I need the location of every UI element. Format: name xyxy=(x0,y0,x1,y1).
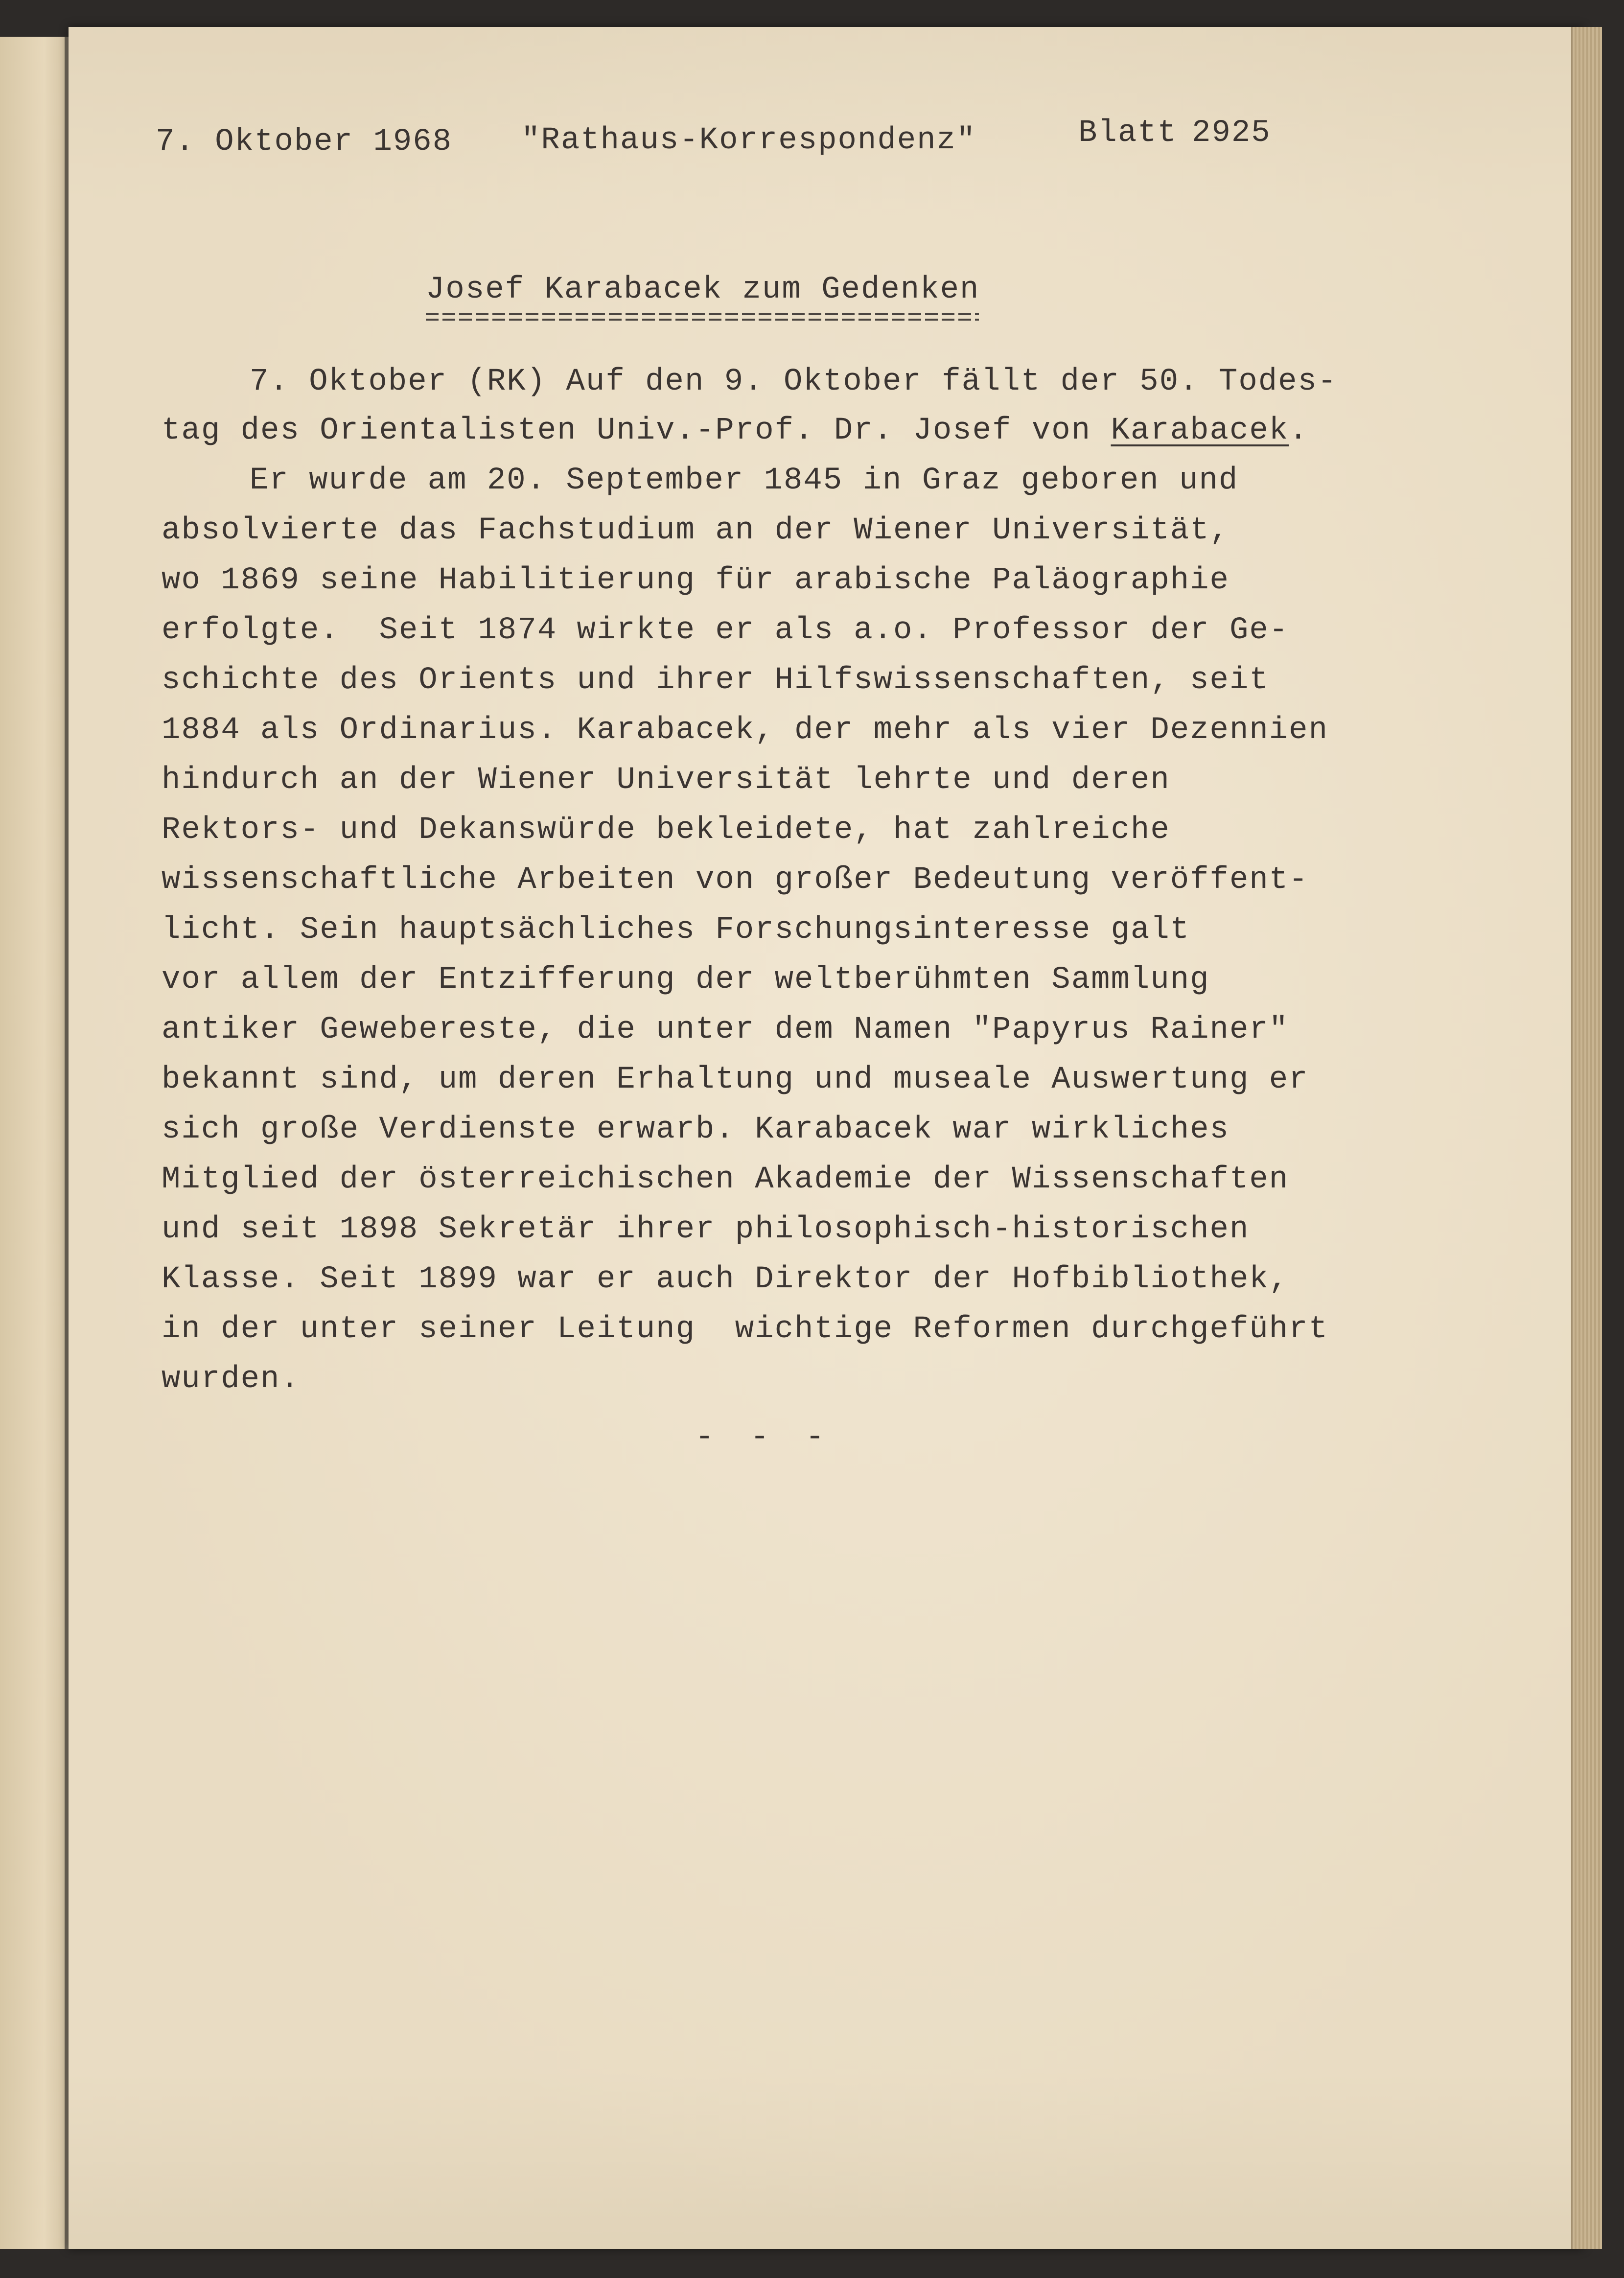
header-sheet xyxy=(1078,117,1271,149)
name-karabacek-underlined: Karabacek xyxy=(1111,413,1289,448)
header-date: 7. Oktober 1968 xyxy=(156,124,453,160)
header-publication: "Rathaus-Korrespondenz" xyxy=(521,123,976,158)
sheet-label: Blatt xyxy=(1078,116,1178,151)
body-line-11: wissenschaftliche Arbeiten von großer Bedeutung veröffent- xyxy=(162,862,1309,898)
sheet-number: 2925 xyxy=(1192,116,1271,151)
headline-double-rule xyxy=(426,313,979,321)
body-line-18: und seit 1898 Sekretär ihrer philosophisch-historischen xyxy=(162,1212,1250,1247)
body-line-7: schichte des Orients und ihrer Hilfswissenschaften, seit xyxy=(162,663,1269,698)
body-line-15: bekannt sind, um deren Erhaltung und museale Auswertung er xyxy=(162,1062,1309,1097)
body-line-17: Mitglied der österreichischen Akademie der Wissenschaften xyxy=(162,1162,1289,1197)
body-line-3: Er wurde am 20. September 1845 in Graz geboren und xyxy=(250,463,1239,498)
body-line-1: 7. Oktober (RK) Auf den 9. Oktober fällt der 50. Todes- xyxy=(250,364,1338,399)
body-line-21: wurden. xyxy=(162,1362,300,1397)
body-line-19: Klasse. Seit 1899 war er auch Direktor der Hofbibliothek, xyxy=(162,1262,1289,1297)
body-line-5: wo 1869 seine Habilitierung für arabische Paläographie xyxy=(162,563,1230,598)
body-line-12: licht. Sein hauptsächliches Forschungsinteresse galt xyxy=(162,912,1190,948)
body-line-2-period: . xyxy=(1289,413,1309,448)
page-stack-edge xyxy=(1571,27,1602,2249)
body-line-2 xyxy=(162,415,1309,446)
body-line-6: erfolgte. Seit 1874 wirkte er als a.o. Professor der Ge- xyxy=(162,613,1289,648)
body-line-20: in der unter seiner Leitung wichtige Reformen durchgeführt xyxy=(162,1312,1328,1347)
body-line-14: antiker Gewebereste, die unter dem Namen "Papyrus Rainer" xyxy=(162,1012,1289,1047)
body-line-8: 1884 als Ordinarius. Karabacek, der mehr als vier Dezennien xyxy=(162,713,1328,748)
closing-dashes: - - - xyxy=(695,1420,834,1455)
body-line-10: Rektors- und Dekanswürde bekleidete, hat zahlreiche xyxy=(162,813,1170,848)
article-headline: Josef Karabacek zum Gedenken xyxy=(426,272,980,307)
body-line-16: sich große Verdienste erwarb. Karabacek war wirkliches xyxy=(162,1112,1230,1147)
body-line-2-text: tag des Orientalisten Univ.-Prof. Dr. Josef von xyxy=(162,413,1091,448)
body-line-13: vor allem der Entzifferung der weltberühmten Sammlung xyxy=(162,962,1210,998)
body-line-9: hindurch an der Wiener Universität lehrte und deren xyxy=(162,763,1170,798)
body-line-4: absolvierte das Fachstudium an der Wiener Universität, xyxy=(162,513,1230,548)
